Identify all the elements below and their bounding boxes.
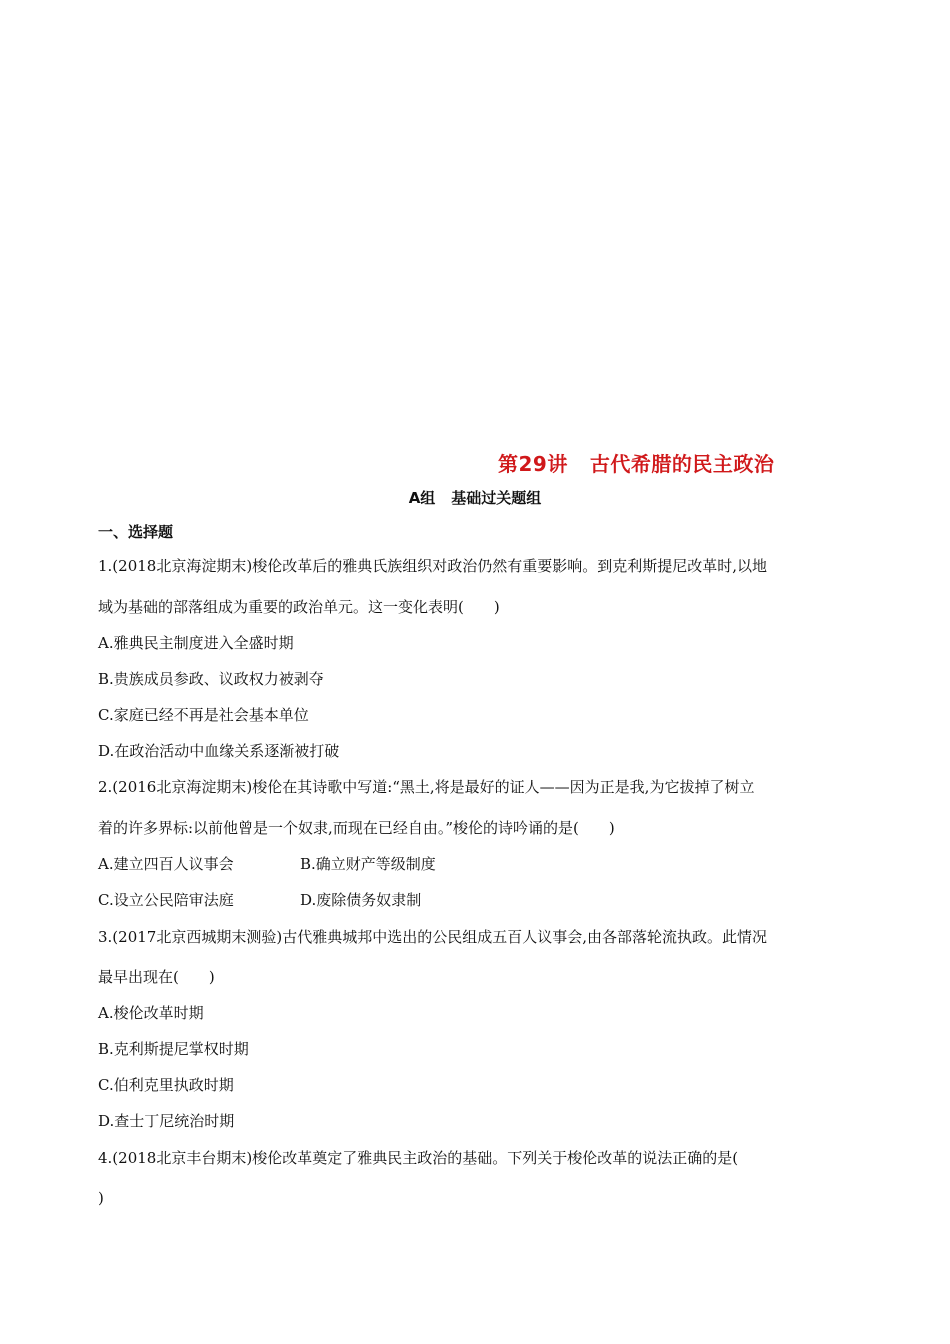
question-3-option-b: B.克利斯提尼掌权时期 (98, 1040, 249, 1058)
question-1-option-c: C.家庭已经不再是社会基本单位 (98, 706, 309, 724)
question-1-option-b: B.贵族成员参政、议政权力被剥夺 (98, 670, 324, 688)
question-1-stem-line-2: 域为基础的部落组成为重要的政治单元。这一变化表明( ) (98, 598, 500, 616)
question-3-option-c: C.伯利克里执政时期 (98, 1076, 234, 1094)
question-3-option-d: D.查士丁尼统治时期 (98, 1112, 235, 1130)
group-name: 基础过关题组 (451, 489, 542, 507)
question-2-option-b: B.确立财产等级制度 (300, 855, 436, 873)
question-3-stem-line-1: 3.(2017北京西城期末测验)古代雅典城邦中选出的公民组成五百人议事会,由各部落轮流执政。此情况 (98, 928, 767, 946)
question-3-option-a: A.梭伦改革时期 (98, 1004, 204, 1022)
question-2-stem-line-1: 2.(2016北京海淀期末)梭伦在其诗歌中写道:“黑土,将是最好的证人——因为正是我,为它拔掉了树立 (98, 778, 755, 796)
question-2-options-row-2 (98, 890, 422, 910)
chapter-title (498, 448, 774, 477)
question-3-stem-line-2: 最早出现在( ) (98, 968, 215, 986)
group-label: A组 (408, 489, 436, 507)
chapter-number: 第29讲 (498, 452, 568, 476)
chapter-name: 古代希腊的民主政治 (589, 452, 775, 476)
question-1-option-d: D.在政治活动中血缘关系逐渐被打破 (98, 742, 340, 760)
question-2-options-row-1 (98, 854, 436, 874)
question-4-stem-line-1: 4.(2018北京丰台期末)梭伦改革奠定了雅典民主政治的基础。下列关于梭伦改革的说法正确的是( (98, 1149, 739, 1167)
question-2-option-d: D.废除债务奴隶制 (300, 891, 422, 909)
question-1-stem-line-1: 1.(2018北京海淀期末)梭伦改革后的雅典氏族组织对政治仍然有重要影响。到克利斯提尼改革时,以地 (98, 557, 767, 575)
section-title: 一、选择题 (98, 523, 174, 541)
question-1-option-a: A.雅典民主制度进入全盛时期 (98, 634, 294, 652)
question-4-stem-line-2: ) (98, 1189, 104, 1207)
group-title (0, 487, 950, 508)
question-2-option-a: A.建立四百人议事会 (98, 855, 234, 873)
question-2-option-c: C.设立公民陪审法庭 (98, 891, 234, 909)
question-2-stem-line-2: 着的许多界标:以前他曾是一个奴隶,而现在已经自由。”梭伦的诗吟诵的是( ) (98, 819, 615, 837)
